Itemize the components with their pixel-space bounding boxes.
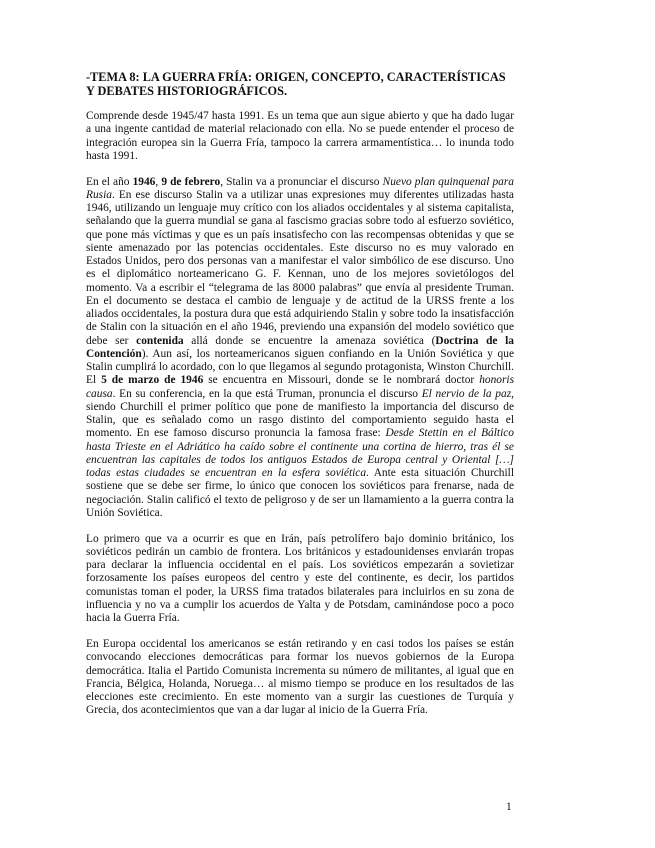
- bold-year: 1946: [132, 175, 156, 188]
- text-run: se encuentra en Missouri, donde se le nombrará doctor: [203, 374, 480, 387]
- text-run: . Ante esta situación Churchill sostiene que se debe ser firme, lo único que conocen los soviéticos para frenarse, nada de negociación. Stalin calificó el texto de peligroso y de ser un llamamiento a la guerra contra la Unión Soviética.: [86, 467, 514, 519]
- text-run: En el año: [86, 175, 133, 188]
- page-number: 1: [506, 801, 512, 813]
- bold-date-march: 5 de marzo de 1946: [101, 374, 204, 387]
- italic-speech-title: Nuevo plan quinquenal para Rusia: [86, 175, 514, 201]
- italic-honoris-causa: honoris causa: [86, 374, 514, 400]
- bold-date: 9 de febrero: [161, 175, 221, 188]
- italic-iron-curtain-quote: Desde Stettin en el Báltico hasta Trieste en el Adriático ha caído sobre el continente una cortina de hierro, tras él se encuentran las capitales de todos los antiguos Estados de Europa central y Oriental […] todas estas ciudades se encuentran en la esfera soviética: [86, 427, 514, 480]
- text-run: . En ese discurso Stalin va a utilizar unas expresiones muy diferentes utilizadas hasta 1946, utilizando un lenguaje muy crítico con los aliados occidentales y al sistema capitalista, señalando que la guerra mundial se gana al fascismo gracias sobre todo al esfuerzo soviético, que pone más víctimas y que es un país insatisfecho con las recompensas obtenidas y que se siente amenazado por las potencias occidentales. Este discurso no es muy valorado en Estados Unidos, pero dos personas van a manifestar el valor simbólico de ese discurso. Uno es el diplomático norteamericano G. F. Kennan, uno de los mejores sovietólogos del momento. Va a escribir el “telegrama de las 8000 palabras” que envía al presidente Truman. En el documento se destaca el cambio de lenguaje y de actitud de la URSS frente a los aliados occidentales, la postura dura que está adquiriendo Stalin y sobre todo la insatisfacción de Stalin con la situación en el año 1946, previendo una expansión del modelo soviético que debe ser: [86, 188, 514, 347]
- paragraph-intro: Comprende desde 1945/47 hasta 1991. Es un tema que aun sigue abierto y que ha dado lugar a una ingente cantidad de material relacionado con ella. No se puede entender el proceso de integración europea sin la Guerra Fría, tampoco la carrera armamentística… lo inunda todo hasta 1991.: [86, 110, 514, 162]
- paragraph-iran-sovietization: Lo primero que va a ocurrir es que en Irán, país petrolífero bajo dominio británico, los soviéticos pedirán un cambio de frontera. Los británicos y estadounidenses enviarán tropas para declarar la influencia occidental en el país. Los soviéticos empezarán a sovietizar forzosamente los países europeos del centro y este del continente, es decir, los partidos comunistas toman el poder, la URSS fima tratados bilaterales para incluirlos en su zona de influencia y no va a cumplir los acuerdos de Yalta y de Potsdam, caminándose poco a poco hacia la Guerra Fría.: [86, 532, 514, 625]
- paragraph-western-europe: En Europa occidental los americanos se están retirando y en casi todos los países se están convocando elecciones democráticas para formar los nuevos gobiernos de la Europa democrática. Italia el Partido Comunista incrementa su número de militantes, al igual que en Francia, Bélgica, Holanda, Noruega… al mismo tiempo se produce en los resultados de las elecciones este crecimiento. En este momento van a surgir las cuestiones de Turquía y Grecia, dos acontecimientos que van a dar lugar al inicio de la Guerra Fría.: [86, 638, 514, 717]
- paragraph-stalin-churchill: [86, 176, 514, 521]
- text-run: , Stalin va a pronunciar el discurso: [220, 175, 383, 188]
- text-run: , siendo Churchill el primer político que pone de manifiesto la importancia del discurso de Stalin, que es señalado como un rasgo distinto del comportamiento seguido hasta el momento. En ese famoso discurso pronuncia la famosa frase:: [86, 387, 514, 440]
- bold-contenida: contenida: [136, 334, 184, 347]
- text-run: allá donde se encuentre la amenaza soviética (: [183, 334, 436, 347]
- text-run: ). Aun así, los norteamericanos siguen confiando en la Unión Soviética y que Stalin cumplirá lo acordado, con lo que llegamos al segundo protagonista, Winston Churchill. El: [86, 347, 514, 387]
- text-run: . En su conferencia, en la que está Truman, pronuncia el discurso: [112, 387, 422, 400]
- document-title: -TEMA 8: LA GUERRA FRÍA: ORIGEN, CONCEPTO, CARACTERÍSTICAS Y DEBATES HISTORIOGRÁFICOS.: [86, 70, 506, 98]
- bold-doctrine: Doctrina de la Contención: [86, 334, 514, 360]
- text-run: ,: [155, 175, 162, 188]
- italic-speech-title-peace: El nervio de la paz: [421, 387, 512, 400]
- document-body: [86, 70, 514, 730]
